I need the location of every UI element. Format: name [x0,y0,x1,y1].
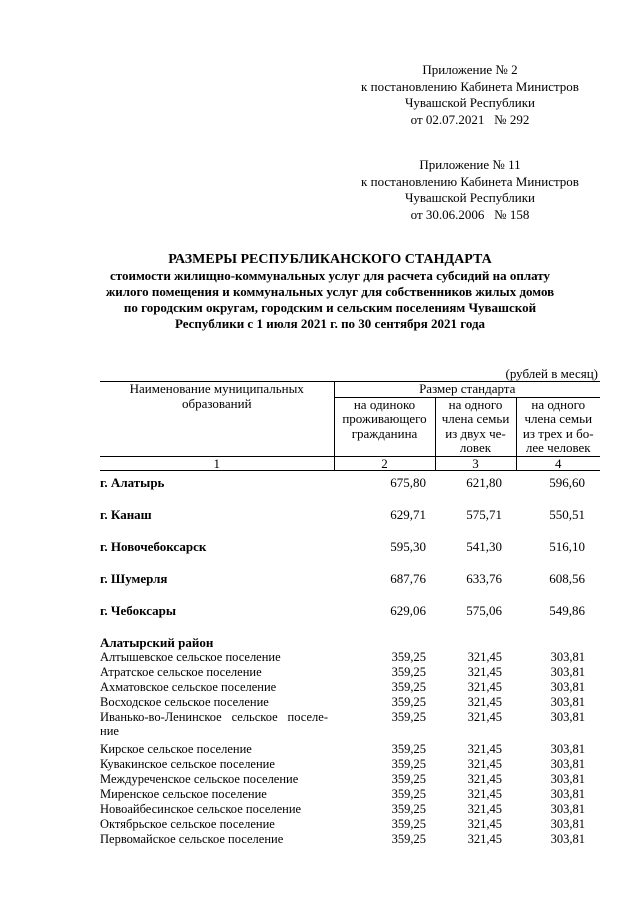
table-row [100,570,600,602]
table-body [100,470,600,847]
municipality-name: Иванько-во-Ленинское сельское поселе-ние [100,709,328,738]
table-row [100,680,600,695]
appendix-resolution: к постановлению Кабинета Министров [361,78,579,94]
value-family-of-three-plus: 608,56 [549,570,585,586]
value-family-of-two: 321,45 [467,771,502,786]
appendix-number: Приложение № 2 [422,62,518,77]
title-subtitle [80,268,580,332]
value-single-resident: 359,25 [391,786,426,801]
table-row [100,787,600,802]
value-family-of-three-plus: 550,51 [549,506,585,522]
table-row [100,802,600,817]
value-family-of-three-plus: 303,81 [550,679,585,694]
value-family-of-two: 541,30 [466,538,502,554]
municipality-name: г. Канаш [100,506,152,522]
value-single-resident: 675,80 [390,474,426,490]
header-column-number: 4 [516,456,600,470]
municipality-name: Новоайбесинское сельское поселение [100,801,302,816]
value-family-of-two: 321,45 [467,831,502,846]
table-row [100,817,600,832]
value-family-of-three-plus: 303,81 [550,709,585,724]
table-row [100,470,600,506]
value-family-of-three-plus: 303,81 [550,694,585,709]
header-family-of-three-plus: на одного члена семьи из трех и бо-лее человек [516,397,600,456]
value-family-of-two: 321,45 [467,649,502,664]
table-row [100,832,600,847]
municipality-name: Кирское сельское поселение [100,741,252,756]
value-family-of-three-plus: 303,81 [550,741,585,756]
header-standard-size: Размер стандарта [334,382,600,398]
municipality-name: Алтышевское сельское поселение [100,649,281,664]
subtitle-line: по городским округам, городским и сельским поселениям Чувашской [123,300,537,315]
value-single-resident: 359,25 [391,679,426,694]
value-single-resident: 359,25 [391,741,426,756]
header-column-number: 2 [334,456,435,470]
value-family-of-three-plus: 516,10 [549,538,585,554]
title-main: РАЗМЕРЫ РЕСПУБЛИКАНСКОГО СТАНДАРТА [168,252,492,267]
standards-table [100,381,600,847]
value-family-of-two: 321,45 [467,679,502,694]
subtitle-line: Республики с 1 июля 2021 г. по 30 сентября 2021 года [174,316,486,331]
value-single-resident: 359,25 [391,831,426,846]
value-family-of-two: 575,06 [466,602,502,618]
appendix-reference-current [340,62,600,128]
value-single-resident: 359,25 [391,771,426,786]
value-single-resident: 359,25 [391,801,426,816]
municipality-name: Восходское сельское поселение [100,694,269,709]
municipality-name: Ахматовское сельское поселение [100,679,277,694]
value-family-of-three-plus: 303,81 [550,801,585,816]
value-single-resident: 359,25 [391,709,426,724]
table-row [100,665,600,680]
document-title [80,251,580,332]
value-family-of-two: 575,71 [466,506,502,522]
empty-cell [516,634,600,650]
municipality-name: г. Новочебоксарск [100,538,207,554]
municipality-name: Первомайское сельское поселение [100,831,284,846]
table-row [100,757,600,772]
value-family-of-two: 321,45 [467,816,502,831]
value-family-of-two: 321,45 [467,694,502,709]
value-family-of-three-plus: 303,81 [550,816,585,831]
value-single-resident: 687,76 [390,570,426,586]
value-single-resident: 629,06 [390,602,426,618]
value-family-of-two: 321,45 [467,741,502,756]
header-municipality: Наименование муниципальных образований [100,382,334,457]
value-family-of-three-plus: 303,81 [550,664,585,679]
municipality-name: г. Чебоксары [100,602,177,618]
table-row [100,602,600,634]
header-column-number: 3 [435,456,516,470]
value-family-of-two: 321,45 [467,664,502,679]
value-single-resident: 359,25 [391,664,426,679]
value-single-resident: 359,25 [391,694,426,709]
value-family-of-two: 321,45 [467,786,502,801]
municipality-name: Атратское сельское поселение [100,664,262,679]
value-family-of-two: 621,80 [466,474,502,490]
appendix-republic: Чувашской Республики [404,95,536,110]
value-family-of-three-plus: 303,81 [550,831,585,846]
header-column-number: 1 [100,456,334,470]
empty-cell [435,634,516,650]
appendix-number: Приложение № 11 [419,157,521,172]
value-family-of-two: 321,45 [467,756,502,771]
district-row [100,634,600,650]
table-row [100,538,600,570]
unit-note: (рублей в месяц) [505,366,598,381]
value-single-resident: 595,30 [390,538,426,554]
district-name: Алатырский район [100,634,214,650]
header-single-resident: на одиноко проживающего гражданина [334,397,435,456]
value-single-resident: 359,25 [391,649,426,664]
value-family-of-three-plus: 549,86 [549,602,585,618]
municipality-name: г. Алатырь [100,474,165,490]
value-family-of-three-plus: 303,81 [550,771,585,786]
appendix-date: от 02.07.2021 № 292 [410,111,530,127]
value-family-of-three-plus: 303,81 [550,786,585,801]
municipality-name: Междуреченское сельское поселение [100,771,299,786]
table-row [100,742,600,757]
appendix-reference-original [340,157,600,223]
appendix-date: от 30.06.2006 № 158 [410,206,530,222]
value-family-of-three-plus: 303,81 [550,756,585,771]
table-row [100,710,600,742]
municipality-name: Октябрьское сельское поселение [100,816,275,831]
municipality-name: г. Шумерля [100,570,168,586]
subtitle-line: жилого помещения и коммунальных услуг для собственников жилых домов [105,284,555,299]
value-single-resident: 359,25 [391,816,426,831]
value-single-resident: 359,25 [391,756,426,771]
value-family-of-two: 633,76 [466,570,502,586]
table-row [100,650,600,665]
table-row [100,695,600,710]
value-family-of-two: 321,45 [467,801,502,816]
municipality-name: Миренское сельское поселение [100,786,267,801]
table-row [100,506,600,538]
municipality-name: Кувакинское сельское поселение [100,756,275,771]
header-family-of-two: на одного члена семьи из двух че-ловек [435,397,516,456]
empty-cell [334,634,435,650]
value-family-of-two: 321,45 [467,709,502,724]
table-row [100,772,600,787]
appendix-resolution: к постановлению Кабинета Министров [361,173,579,189]
appendix-republic: Чувашской Республики [404,190,536,205]
value-family-of-three-plus: 303,81 [550,649,585,664]
value-family-of-three-plus: 596,60 [549,474,585,490]
subtitle-line: стоимости жилищно-коммунальных услуг для расчета субсидий на оплату [110,268,550,283]
value-single-resident: 629,71 [390,506,426,522]
